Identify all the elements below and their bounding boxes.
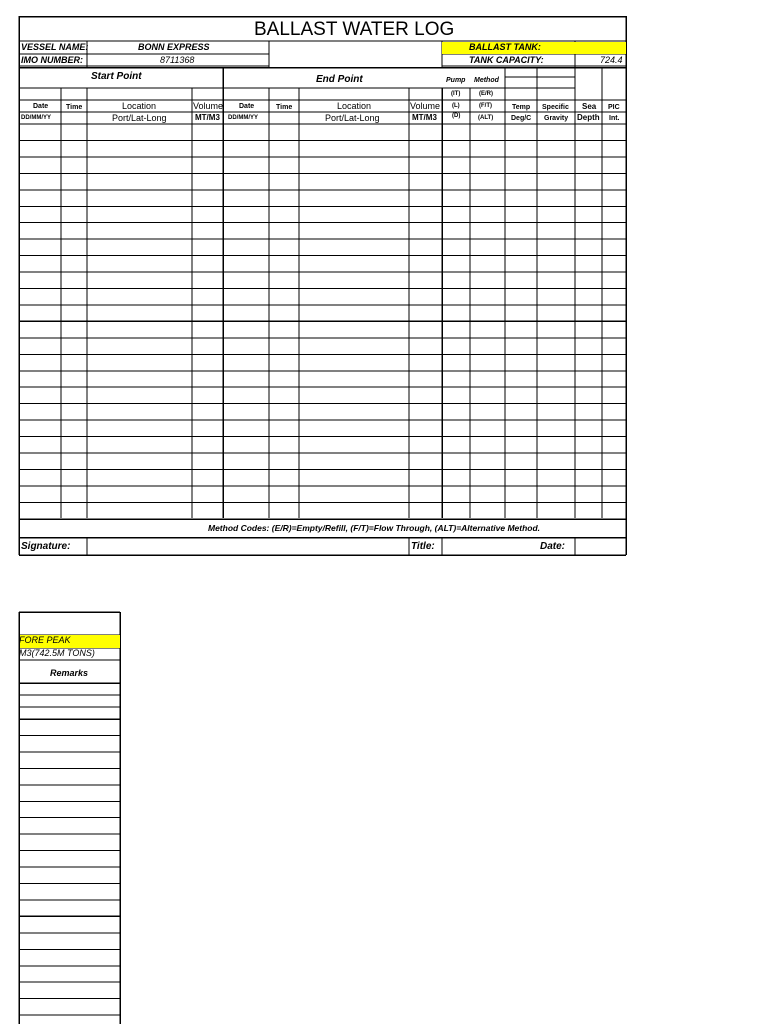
method-code-er: (E/R) bbox=[479, 91, 493, 97]
int-header: Int. bbox=[609, 115, 620, 122]
tank-capacity-detail: M3(742.5M TONS) bbox=[19, 648, 95, 658]
end-point-heading: End Point bbox=[316, 74, 363, 85]
title-label: Title: bbox=[411, 541, 435, 552]
sea-header: Sea bbox=[582, 102, 597, 111]
end-location-sub: Port/Lat-Long bbox=[325, 113, 380, 123]
imo-number-label: IMO NUMBER: bbox=[21, 55, 83, 65]
pump-code-l: (L) bbox=[452, 103, 460, 109]
tank-capacity-label: TANK CAPACITY: bbox=[469, 55, 544, 65]
remarks-header: Remarks bbox=[50, 668, 89, 678]
pump-header: Pump bbox=[446, 77, 466, 84]
start-date-format: DD/MM/YY bbox=[21, 115, 51, 121]
pump-code-it: (IT) bbox=[451, 91, 461, 97]
method-codes-note: Method Codes: (E/R)=Empty/Refill, (F/T)=Flow Through, (ALT)=Alternative Method. bbox=[208, 523, 541, 533]
end-time-header: Time bbox=[276, 104, 293, 111]
start-volume-header: Volume bbox=[193, 101, 224, 111]
start-time-header: Time bbox=[66, 104, 83, 111]
start-location-sub: Port/Lat-Long bbox=[112, 113, 167, 123]
date-label: Date: bbox=[540, 541, 566, 552]
page-title: BALLAST WATER LOG bbox=[254, 19, 455, 40]
start-volume-unit: MT/M3 bbox=[195, 113, 220, 122]
depth-header: Depth bbox=[577, 113, 600, 122]
start-location-header: Location bbox=[122, 101, 157, 111]
tank-capacity-value[interactable]: 724.4 bbox=[600, 55, 623, 65]
imo-number-value[interactable]: 8711368 bbox=[160, 55, 195, 65]
end-location-header: Location bbox=[337, 101, 372, 111]
method-code-ft: (F/T) bbox=[479, 103, 492, 109]
start-point-heading: Start Point bbox=[91, 71, 142, 82]
signature-label: Signature: bbox=[21, 541, 71, 552]
vessel-name-label: VESSEL NAME: bbox=[21, 42, 89, 52]
start-date-header: Date bbox=[33, 103, 49, 110]
method-header: Method bbox=[474, 77, 499, 84]
end-volume-header: Volume bbox=[410, 101, 441, 111]
temp-unit: Deg/C bbox=[511, 115, 532, 122]
method-code-alt: (ALT) bbox=[478, 115, 494, 121]
fore-peak-value[interactable]: FORE PEAK bbox=[19, 635, 71, 645]
ballast-tank-label: BALLAST TANK: bbox=[469, 42, 541, 52]
end-volume-unit: MT/M3 bbox=[412, 113, 437, 122]
temp-header: Temp bbox=[512, 104, 531, 111]
pic-header: PIC bbox=[608, 104, 620, 111]
pump-code-d: (D) bbox=[452, 113, 461, 119]
end-date-header: Date bbox=[239, 103, 255, 110]
vessel-name-value[interactable]: BONN EXPRESS bbox=[138, 42, 210, 52]
end-date-format: DD/MM/YY bbox=[228, 115, 258, 121]
specific-header: Specific bbox=[542, 104, 569, 111]
gravity-header: Gravity bbox=[544, 115, 569, 122]
